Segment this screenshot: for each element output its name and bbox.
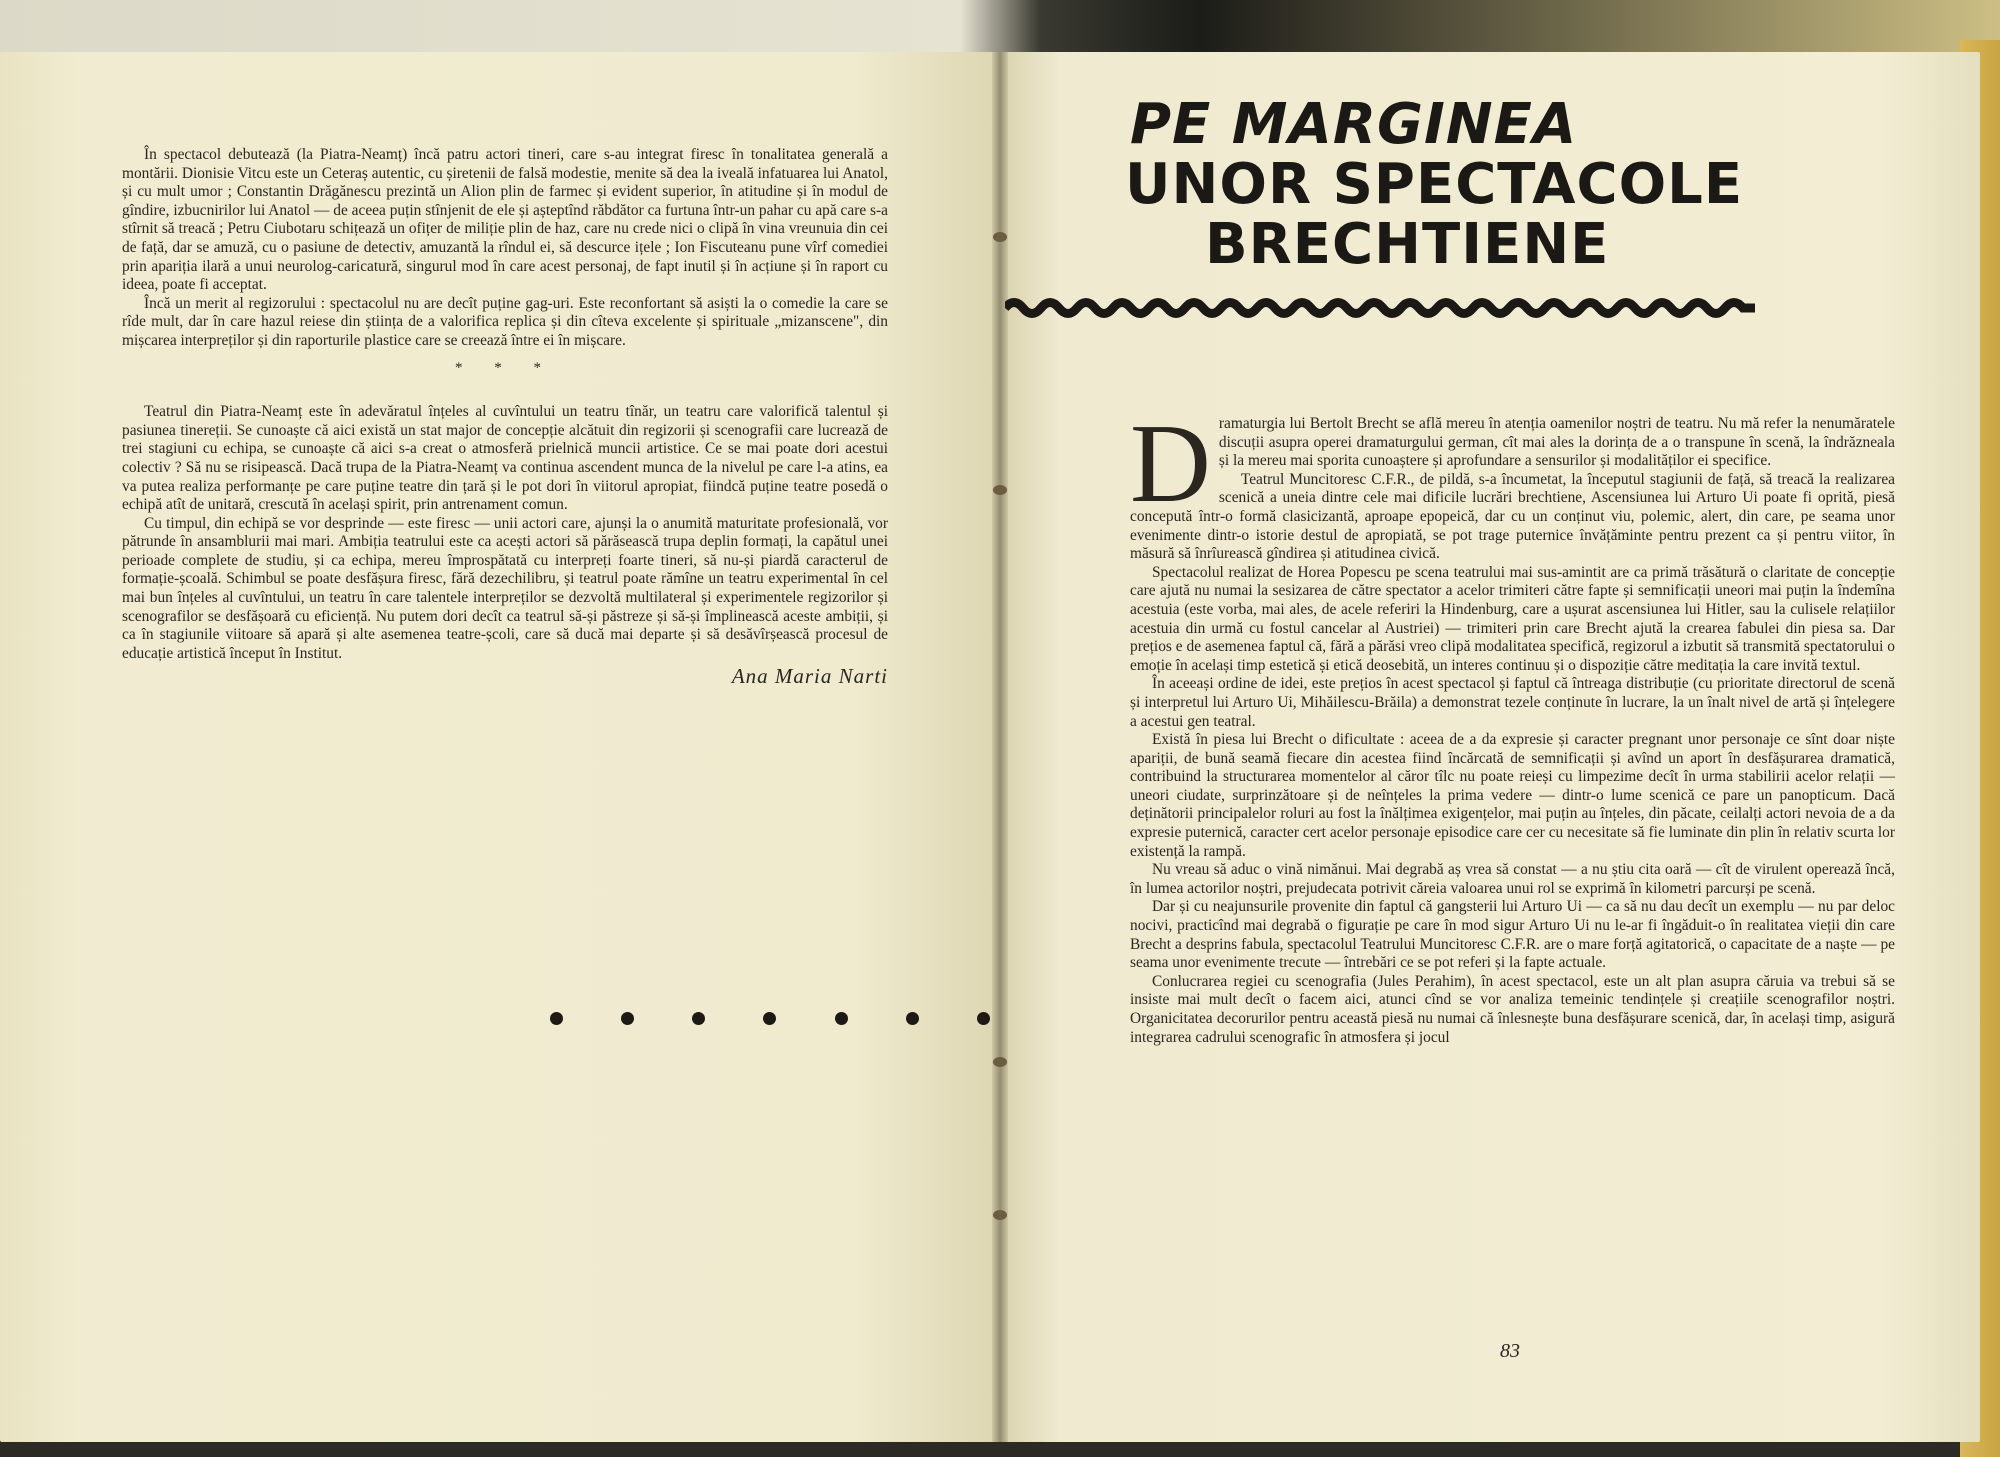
dot-ornament — [692, 1012, 705, 1025]
paragraph: Conlucrarea regiei cu scenografia (Jules Perahim), în acest spectacol, este un alt plan asupra căruia va trebui să se insiste mai mult decît o facem aici, atunci cînd se vor analiza temeinic tendințele și creațiile scenografilor noștri. Organicitatea decorurilor pentru această piesă nu numai că înlesnește buna desfășurare scenică, dar, în același timp, asigură integrarea cadrului scenografic în atmosfera și jocul — [1130, 972, 1895, 1046]
dot-ornament — [835, 1012, 848, 1025]
dot-ornament — [977, 1012, 990, 1025]
binding-stitch — [993, 1057, 1007, 1067]
left-column-text — [122, 146, 888, 689]
binding-stitch — [993, 232, 1007, 242]
book-gutter — [992, 52, 1008, 1442]
binding-stitch — [993, 1210, 1007, 1220]
paragraph: Încă un merit al regizorului : spectacolul nu are decît puține gag-uri. Este reconfortant să asiști la o comedie la care se rîde mult, dar în care hazul reiese din știința de a valorifica replica și din cîteva excelente și spirituale „mizanscene", din mișcarea interpreților și din raporturile plastice care se creează între ei în mișcare. — [122, 294, 888, 349]
drop-cap: D — [1130, 402, 1211, 526]
right-column-text — [1130, 402, 1895, 1047]
decorative-dot-row — [550, 1008, 990, 1028]
paragraph: Teatrul Muncitoresc C.F.R., de pildă, s-a încumetat, la începutul stagiunii de față, să treacă la realizarea scenică a uneia dintre cele mai dificile lucrări brechtiene, Ascensiunea lui Arturo Ui poate fi oprită, piesă concepută într-o formă clasicizantă, aproape epopeică, dar cu un conținut viu, polemic, alert, din care, pe seama unor evenimente dintr-o istorie destul de apropiată, se pot trage puternice învățăminte pentru prezent ca și pentru viitor, în măsură să înrîurească gîndirea și atitudinea civică. — [1130, 470, 1895, 563]
paragraph: Teatrul din Piatra-Neamț este în adevăratul înțeles al cuvîntului un teatru tînăr, un teatru care valorifică talentul și pasiunea tinereții. Se cunoaște că aici există un stat major de concepție alcătuit din regizorii și scenografii care lucrează de trei stagiuni cu echipa, se cunoaște că aici s-a creat o atmosferă prielnică muncii artistice. Ce se mai poate dori acestui colectiv ? Să nu se risipească. Dacă trupa de la Piatra-Neamț va continua ascendent munca de la nivelul pe care l-a atins, ea va putea realiza performanțe pe care puține teatre din țară și le pot dori în viitorul apropiat, fiindcă puține teatre posedă o echipă atît de unitară, crescută în același spirit, prin antrenament comun. — [122, 403, 888, 514]
paragraph: Dar și cu neajunsurile provenite din faptul că gangsterii lui Arturo Ui — ca să nu dau decît un exemplu — nu par deloc nocivi, practicînd mai degrabă o figurație pe care în mod sigur Arturo Ui nu le-ar fi îngăduit-o în realitatea vieții din care Brecht a desprins fabula, spectacolul Teatrului Muncitoresc C.F.R. are o mare forță agitatorică, o capacitate de a naște — pe seama unor evenimente trecute — întrebări ce se pot referi și la fapte actuale. — [1130, 898, 1895, 972]
wavy-rule-ornament — [1005, 295, 1755, 321]
article-title — [1125, 92, 1755, 277]
paragraph: Spectacolul realizat de Horea Popescu pe scena teatrului mai sus-amintit are ca primă trăsătură o claritate de concepție care ajută nu numai la sesizarea de către spectator a acelor trimiteri către fapte și semnificații uneori mai puțin la îndemîna acestuia (este vorba, mai ales, de acele referiri la Hindenburg, care a ușurat ascensiunea lui Hitler, sau la culisele relațiilor acestuia din urmă cu fostul cancelar al Austriei) — trimiteri prin care Brecht ajută la crearea fabulei din piesa sa. Dar prețios e de asemenea faptul că, fără a părăsi vreo clipă modalitatea specifică, regizorul a izbutit să transmită spectatorului o emoție în același timp estetică și etică deosebită, un interes continuu și o dispoziție către meditația la care invită textul. — [1130, 563, 1895, 674]
section-separator: * * * — [455, 359, 555, 376]
title-line: BRECHTIENE — [1205, 212, 1610, 277]
paragraph: Nu vreau să aduc o vină nimănui. Mai degrabă aș vrea să constat — a nu știu cita oară — cît de virulent operează încă, în lumea actorilor noștri, prejudecata potrivit căreia valoarea unui rol se exprimă în kilometri parcurși pe scenă. — [1130, 861, 1895, 897]
dot-ornament — [763, 1012, 776, 1025]
title-line: UNOR SPECTACOLE — [1125, 152, 1744, 217]
author-signature: Ana Maria Narti — [731, 664, 888, 689]
dot-ornament — [621, 1012, 634, 1025]
paragraph: În aceeași ordine de idei, este prețios în acest spectacol și faptul că întreaga distribuție (cu prioritate directorul de scenă și interpretul lui Arturo Ui, Mihăilescu-Brăila) a demonstrat tezele conținute în lucrare, la un înalt nivel de artă și înțelegere a acestui gen teatral. — [1130, 675, 1895, 730]
binding-stitch — [993, 485, 1007, 495]
scanner-background-top — [0, 0, 2000, 60]
title-line: PE MARGINEA — [1130, 92, 1578, 157]
dot-ornament — [906, 1012, 919, 1025]
dot-ornament — [550, 1012, 563, 1025]
paragraph: Cu timpul, din echipă se vor desprinde — este firesc — unii actori care, ajunși la o anumită maturitate profesională, vor pătrunde în ansamblurii mai mari. Ambiția teatrului este ca acești actori să părăsească trupa deplin formați, la capătul unei perioade complete de studiu, și ca echipa, mereu împrospătată cu interpreți foarte tineri, să nu-și piardă caracterul de formație-școală. Schimbul se poate desfășura firesc, fără dezechilibru, și teatrul poate rămîne un teatru experimental în cel mai bun înțeles al cuvîntului, un teatru în care talentele interpreților se dezvoltă multilateral și experimentele regizorilor și scenografilor se desfășoară cu eficiență. Nu putem dori decît ca teatrul să-și păstreze și să-și împlinească aceste ambiții, și ca în stagiunile viitoare să apară și alte asemenea teatre-școli, care să ducă mai departe și să desăvîrșească procesul de educație artistică început în Institut. — [122, 514, 888, 662]
paragraph: Există în piesa lui Brecht o dificultate : aceea de a da expresie și caracter pregnant unor personaje ce sînt doar niște apariții, de bună seamă fiecare din acestea fiind încărcată de semnificații și avînd un aport în desfășurarea dramatică, contribuind la structurarea momentelor al căror tîlc nu poate reieși cu limpezime decît în urma stabilirii acelor relații — uneori ciudate, surprinzătoare și de neînțeles la prima vedere — dintr-o lume scenică ce pare un panopticum. Dacă deținătorii principalelor roluri au fost la înălțimea exigențelor, mai puțin au înțeles, din păcate, ceilalți actori nevoia de a da expresie puternică, caracter cert acelor personaje episodice care cer cu necesitate să fie luminate din plin în relativ scurta lor existență la rampă. — [1130, 731, 1895, 860]
paragraph: În spectacol debutează (la Piatra-Neamț) încă patru actori tineri, care s-au integrat firesc în tonalitatea generală a montării. Dionisie Vitcu este un Ceteraș autentic, cu șiretenii de falsă modestie, menite să dea la iveală infatuarea lui Anatol, și cu mult umor ; Constantin Drăgănescu prezintă un Alion plin de farmec și evident superior, în atitudine și în modul de gîndire, izbucnirilor lui Anatol — de aceea puțin stînjenit de ele și așteptînd răbdător ca furtuna într-un pahar cu apă care s-a stîrnit să treacă ; Petru Ciubotaru schițează un ofițer de miliție plin de haz, care nu crede nici o clipă în vina vreunuia din cei de față, dar se amuză, cu o pasiune de detectiv, amuzantă la rîndul ei, să descurce ițele ; Ion Fiscuteanu pune vîrf comediei prin apariția ilară a unui neurolog-caricatură, singurul mod în care acest personaj, de fapt inutil și în acțiune și în raport cu ideea, poate fi acceptat. — [122, 146, 888, 294]
page-number: 83 — [1500, 1340, 1520, 1362]
opening-paragraph-text: ramaturgia lui Bertolt Brecht se află mereu în atenția oamenilor noștri de teatru. Nu mă refer la nenumăratele discuții asupra operei dramaturgului german, cît mai ales la dorința de a o transpune în scenă, la îndrăzneala și la mereu mai sporita cunoaștere și aprofundare a sensurilor și modalităților ei specifice. — [1218, 415, 1895, 470]
